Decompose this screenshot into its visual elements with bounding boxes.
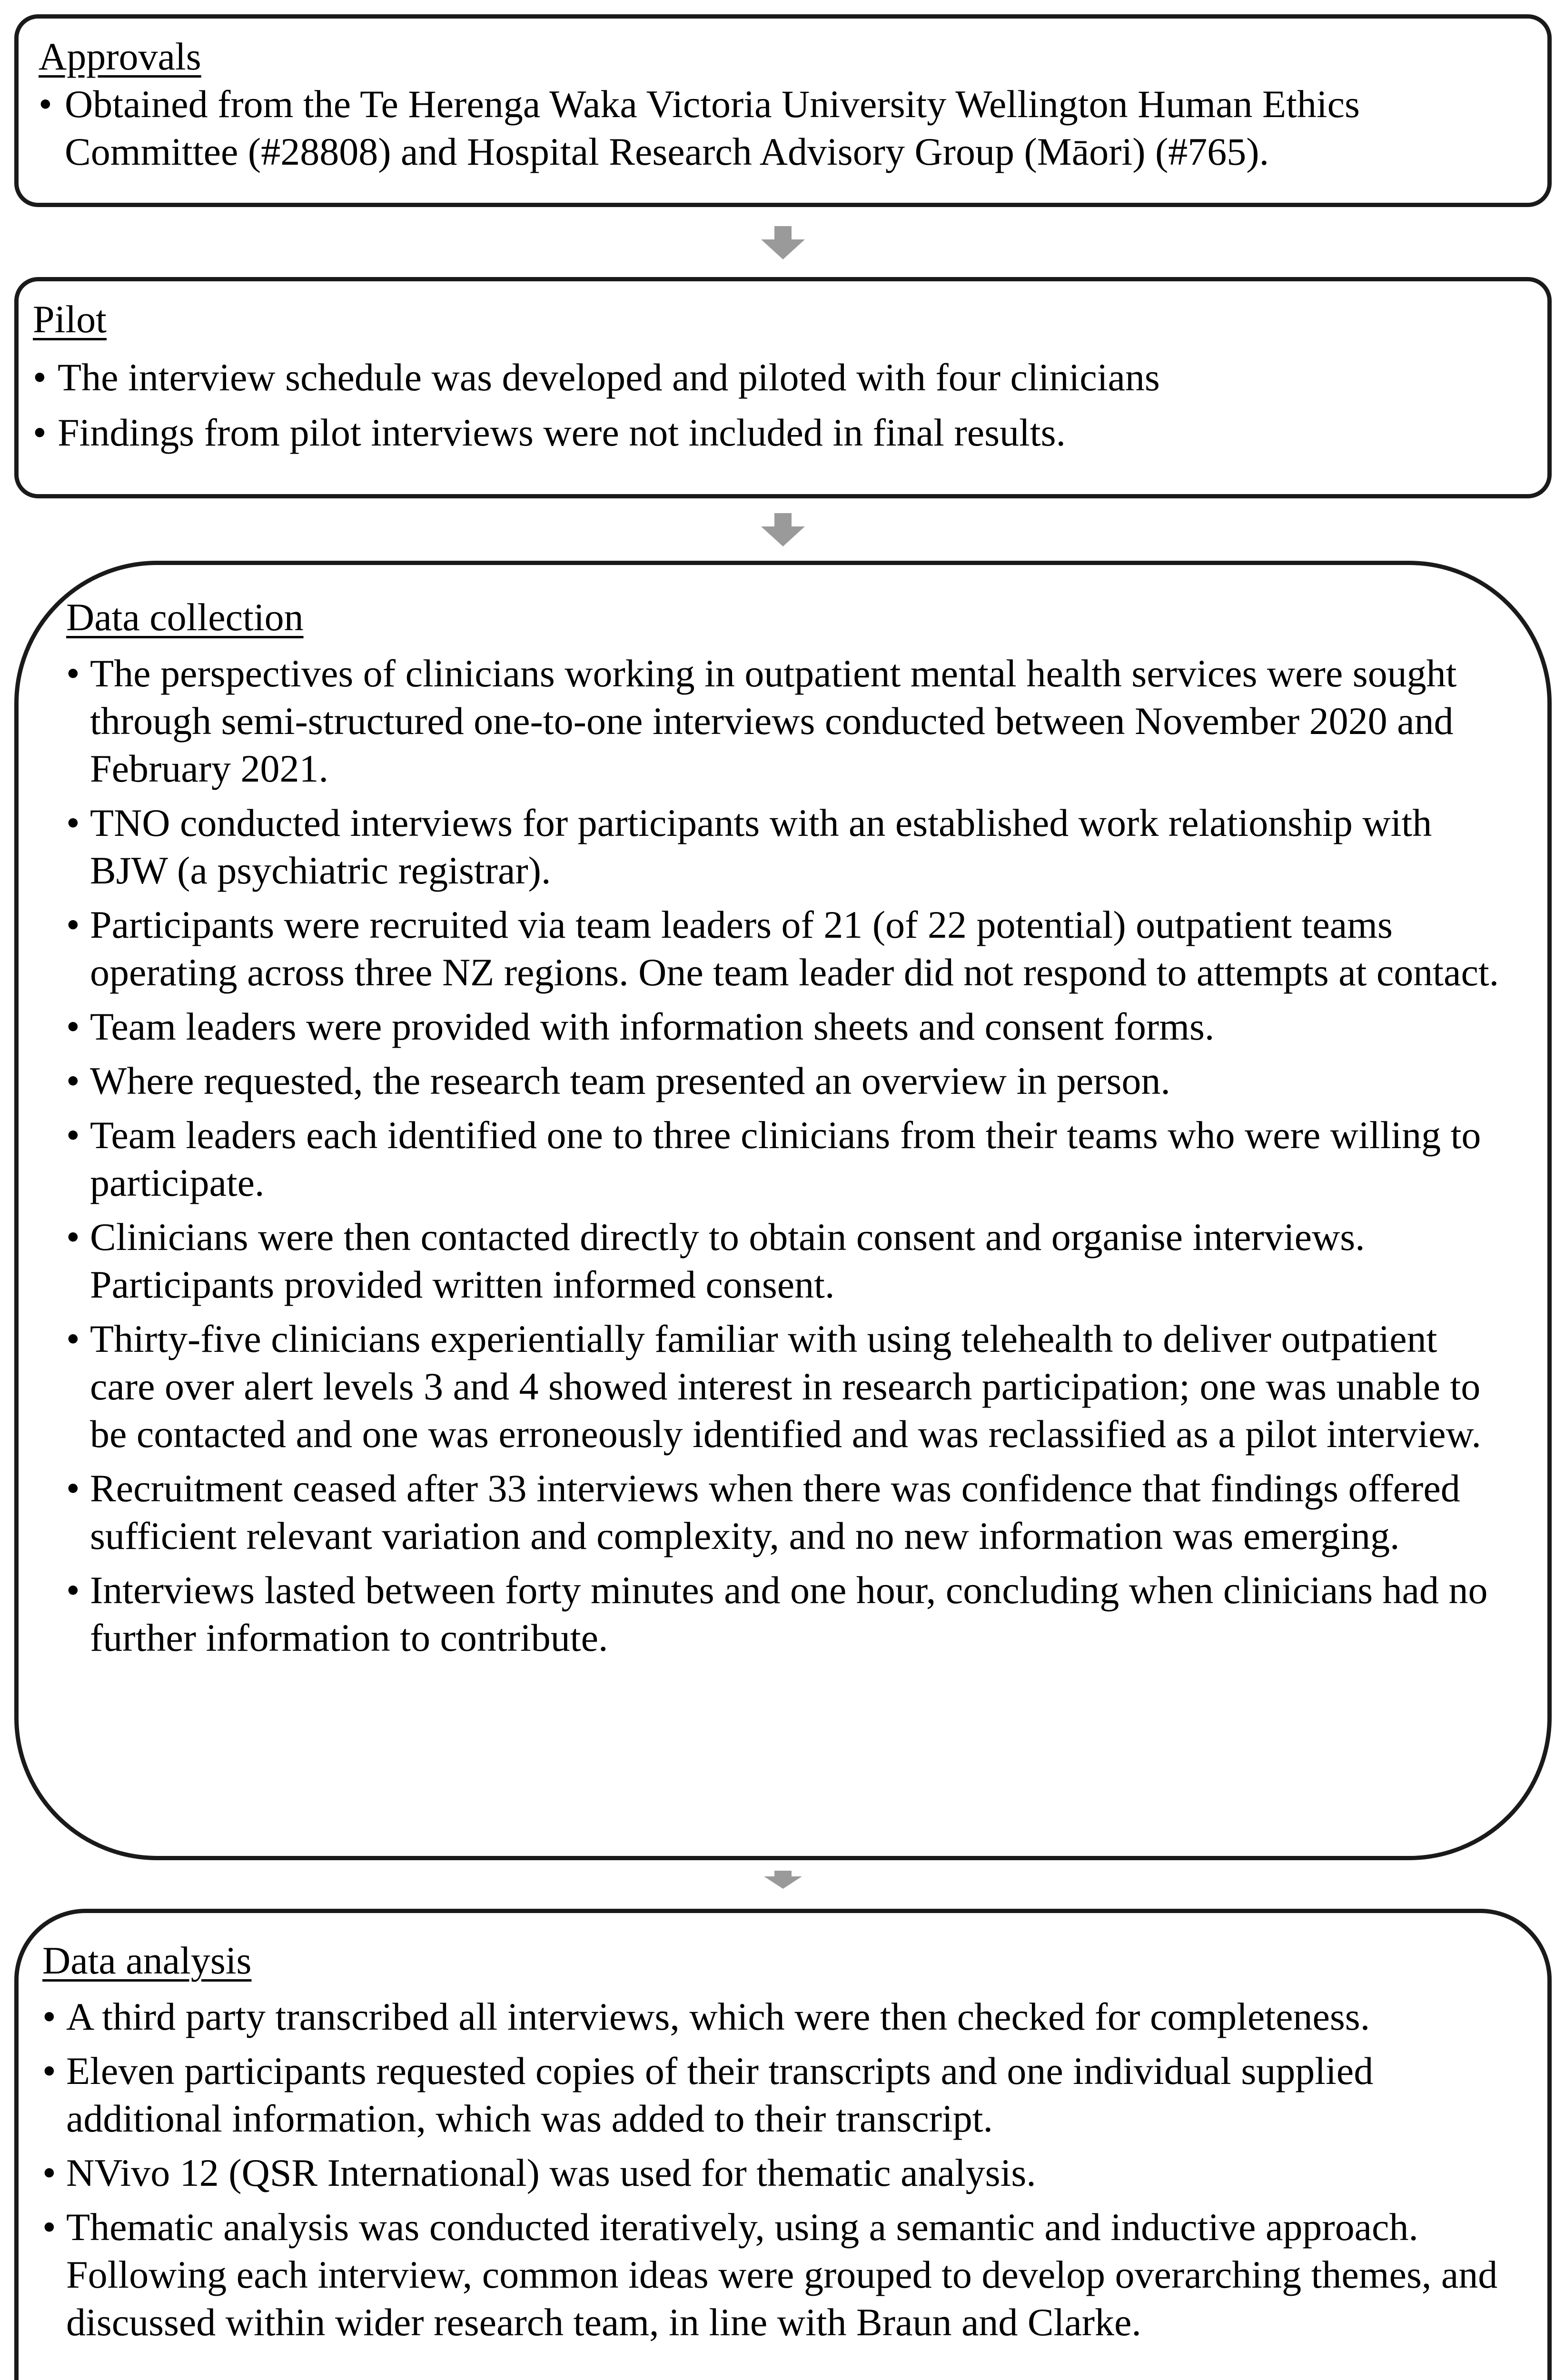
approvals-bullet: • Obtained from the Te Herenga Waka Victoria University Wellington Human Ethics Committee (#28808) and Hospital Research Advisory Group (Māori) (#765). <box>39 80 1526 176</box>
data-collection-bullet: • Team leaders were provided with information sheets and consent forms. <box>66 1003 1505 1051</box>
approvals-title: Approvals <box>39 35 201 78</box>
data-collection-bullet: • Clinicians were then contacted directly to obtain consent and organise interviews. Participants provided written informed consent. <box>66 1213 1505 1309</box>
data-collection-bullet: • Interviews lasted between forty minutes and one hour, concluding when clinicians had no further information to contribute. <box>66 1567 1505 1662</box>
data-collection-bullet: • Participants were recruited via team leaders of 21 (of 22 potential) outpatient teams operating across three NZ regions. One team leader did not respond to attempts at contact. <box>66 901 1505 996</box>
data-analysis-title: Data analysis <box>42 1939 252 1982</box>
data-collection-bullet: • TNO conducted interviews for participants with an established work relationship with BJW (a psychiatric registrar). <box>66 799 1505 894</box>
data-collection-box <box>14 561 1552 1860</box>
data-collection-title: Data collection <box>66 595 304 639</box>
pilot-box <box>14 277 1552 498</box>
data-collection-bullet: • Where requested, the research team presented an overview in person. <box>66 1057 1505 1105</box>
data-collection-bullet: • Team leaders each identified one to three clinicians from their teams who were willing to participate. <box>66 1111 1505 1207</box>
data-analysis-bullet: • Thematic analysis was conducted iteratively, using a semantic and inductive approach. Following each interview, common ideas were grouped to develop overarching themes, and discussed within wider research team, in line with Braun and Clarke. <box>42 2203 1505 2346</box>
data-collection-bullet: • Recruitment ceased after 33 interviews when there was confidence that findings offered sufficient relevant variation and complexity, and no new information was emerging. <box>66 1465 1505 1560</box>
approvals-box <box>14 14 1552 207</box>
pilot-title: Pilot <box>33 298 107 341</box>
approvals-list <box>39 80 1526 176</box>
data-analysis-bullet: • A third party transcribed all interviews, which were then checked for completeness. <box>42 1993 1505 2041</box>
pilot-list <box>33 354 1526 456</box>
data-collection-list <box>66 650 1505 1662</box>
data-analysis-list <box>42 1993 1505 2346</box>
data-collection-bullet: • Thirty-five clinicians experientially familiar with using telehealth to deliver outpatient care over alert levels 3 and 4 showed interest in research participation; one was unable to be contacted and one was erroneously identified and was reclassified as a pilot interview. <box>66 1315 1505 1458</box>
pilot-bullet: • The interview schedule was developed and piloted with four clinicians <box>33 354 1526 401</box>
data-analysis-bullet: • NVivo 12 (QSR International) was used for thematic analysis. <box>42 2149 1505 2197</box>
data-analysis-bullet: • Eleven participants requested copies of their transcripts and one individual supplied additional information, which was added to their transcript. <box>42 2047 1505 2142</box>
data-analysis-box <box>14 1909 1552 2380</box>
pilot-bullet: • Findings from pilot interviews were not included in final results. <box>33 409 1526 456</box>
data-collection-bullet: • The perspectives of clinicians working in outpatient mental health services were sought through semi-structured one-to-one interviews conducted between November 2020 and February 2021. <box>66 650 1505 793</box>
